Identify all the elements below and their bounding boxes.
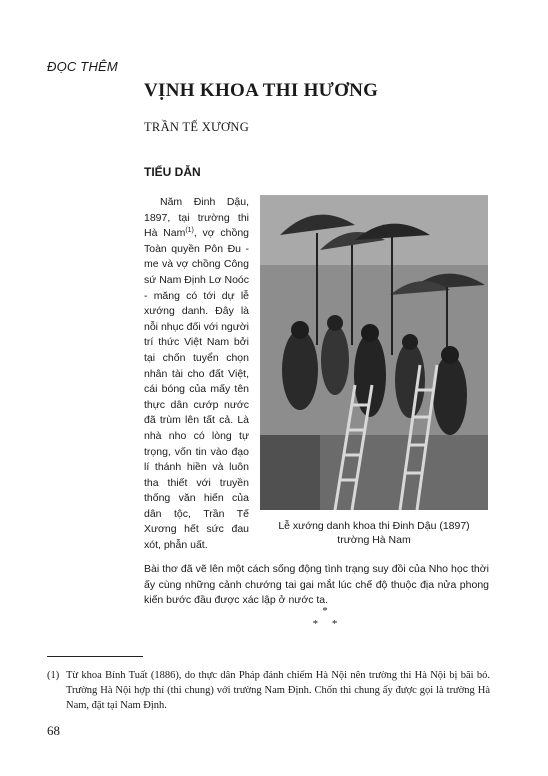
intro-continuation: Bài thơ đã vẽ lên một cách sống động tình trạng suy đồi của Nho học thời ấy cùng những cảnh chướng tai gai mắt lúc chế độ thuộc địa nửa phong kiến bước đầu được xác lập ở nước ta. xyxy=(144,563,489,607)
footnote xyxy=(47,668,490,713)
exam-ceremony-photo xyxy=(260,195,488,510)
footnote-divider xyxy=(47,656,143,657)
historical-photo xyxy=(260,195,488,510)
poem-title: VỊNH KHOA THI HƯƠNG xyxy=(144,80,379,101)
photo-caption xyxy=(260,519,488,547)
intro-text-before-note: Năm Đinh Dậu, 1897, tại trường thi Hà Nam xyxy=(144,196,249,240)
footnote-mark: (1) xyxy=(47,670,60,681)
photo-caption-line1: Lễ xướng danh khoa thi Đinh Dậu (1897) xyxy=(278,520,470,532)
separator-top-star: * xyxy=(322,605,328,617)
author-name: TRẦN TẾ XƯƠNG xyxy=(144,120,250,134)
section-separator xyxy=(300,605,350,631)
footnote-reference: (1) xyxy=(185,227,194,235)
photo-caption-line2: trường Hà Nam xyxy=(337,534,411,546)
separator-bottom-stars: * * xyxy=(312,618,338,630)
intro-heading: TIỂU DẪN xyxy=(144,165,201,179)
intro-paragraph xyxy=(144,195,249,554)
footnote-text: Từ khoa Bính Tuất (1886), do thực dân Pháp đánh chiếm Hà Nội nên trường thi Hà Nội bị bãi bỏ. Trường Hà Nội hợp thí (thi chung) với trường Nam Định. Chốn thi chung ấy được gọi là trường Hà Nam, đặt tại Nam Định. xyxy=(66,670,490,711)
section-label: ĐỌC THÊM xyxy=(47,59,118,74)
intro-text-after-note: , vợ chồng Toàn quyền Pôn Đu - me và vợ chồng Công sứ Nam Định Lơ Noóc - măng có tới dự lễ xướng danh. Đây là nỗi nhục đối với người trí thức Việt Nam bởi tại chốn tuyển chọn nhân tài cho đất Việt, cái bóng của mấy tên thực dân cướp nước đã trùm lên tất cả. Là nhà nho có lòng tự trọng, vốn tin vào đạo lí thánh hiền và luôn tha thiết với truyền thống văn hiến của dân tộc, Trần Tế Xương hết sức đau xót, phẫn uất. xyxy=(144,227,250,552)
page-number: 68 xyxy=(47,723,60,738)
